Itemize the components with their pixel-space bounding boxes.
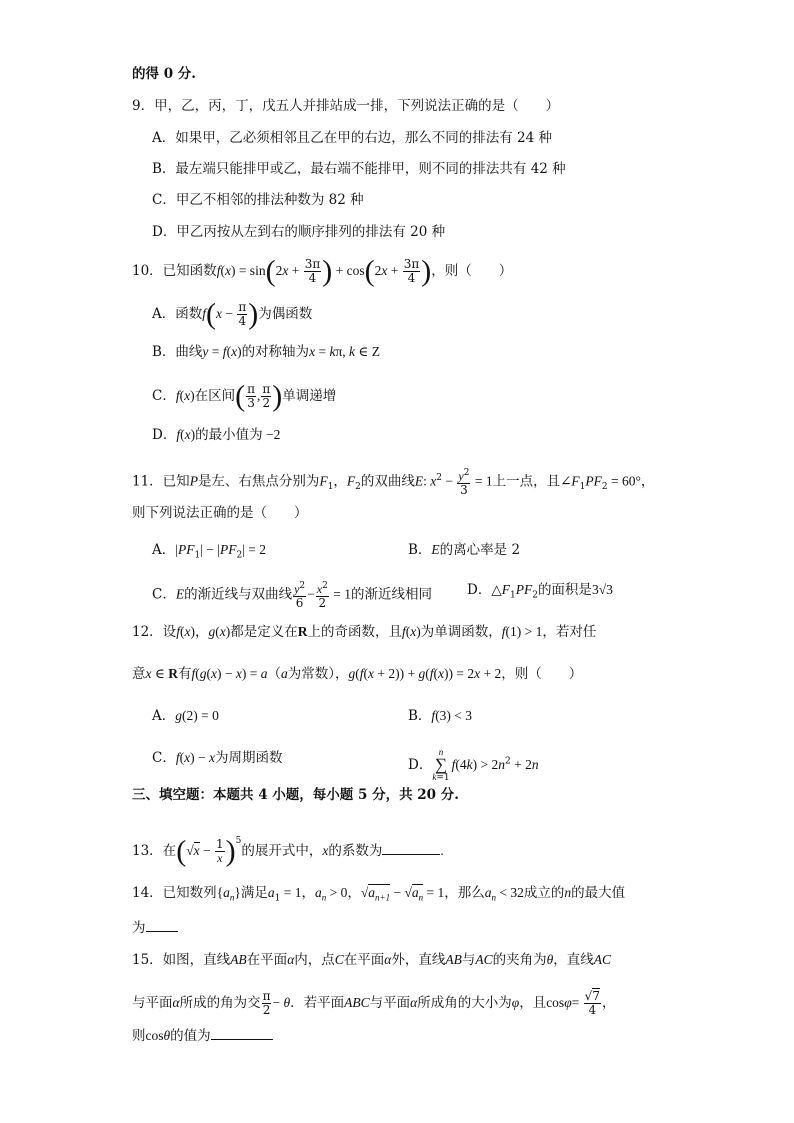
q15-line1: 15．如图，直线AB在平面α内，点C在平面α外，直线AB与AC的夹角为θ，直线AC bbox=[132, 952, 612, 968]
intro-text: 的得 0 分. bbox=[132, 66, 196, 82]
q11-option-b: B．E的离心率是 2 bbox=[408, 542, 521, 558]
q10-option-b: B．曲线y = f(x)的对称轴为x = kπ, k ∈ Z bbox=[152, 344, 381, 360]
q11-option-d: D．$\triangle F_1PF_2$的面积是3√3 bbox=[467, 582, 613, 601]
q14-line2 bbox=[132, 918, 178, 938]
q10-b-pre: B．曲线 bbox=[152, 344, 203, 360]
q13: 13．在(√x − $\frac{1}{x}$ )$^5$的展开式中，x的系数为 . bbox=[132, 834, 444, 868]
q11-p2: 的双曲线 bbox=[360, 473, 415, 490]
q11-num: 11．已知 bbox=[132, 473, 190, 490]
q13-pre: 13．在 bbox=[132, 843, 177, 859]
q11-stem: 11．已知P是左、右焦点分别为$F_1$，$F_2$的双曲线E: $x^2$ − $\frac{y^2}{3}$ = 1上一点，且$\angle F_1PF_2 = 60^\circ$， bbox=[132, 468, 655, 497]
q12-option-a: A．g(2) = 0 bbox=[152, 708, 219, 724]
q15-line3: 则cosθ的值为 bbox=[132, 1026, 273, 1046]
q12-option-d: D． n ∑ k=1 $f(4k) > 2n^2 + 2n$ bbox=[408, 747, 539, 783]
q12-c-post: 为周期函数 bbox=[214, 750, 283, 766]
q11-line2: 则下列说法正确的是（ ） bbox=[132, 505, 308, 521]
q15-line2: 与平面α所成的角为交 $\frac{\pi}{2}$ − θ．若平面ABC与平面α所成角的大小为φ，且cosφ= $\frac{√7}{4}$ ， bbox=[132, 989, 616, 1017]
q14-p4: 的最大值 bbox=[571, 885, 626, 901]
q11-b-post: 的离心率是 2 bbox=[439, 542, 521, 558]
q14-p1: 满足 bbox=[240, 885, 268, 901]
q15-l1f: 与 bbox=[461, 952, 476, 968]
q11-c-post: 的渐近线相同 bbox=[350, 586, 432, 603]
q11-p1: 是左、右焦点分别为 bbox=[197, 473, 320, 490]
q12-p4: ，若对任 bbox=[542, 624, 597, 640]
q10-stem: 10．已知函数f(x) = sin(2x + $\frac{3\pi}{4}$ ) + cos(2x + $\frac{3\pi}{4}$ )，则（ ） bbox=[132, 254, 513, 288]
q10-d-post: 的最小值为 bbox=[195, 427, 263, 443]
q14-p2: ，那么 bbox=[444, 885, 485, 901]
q15-l2f: ，且 bbox=[519, 995, 547, 1011]
q12-option-b: B．f(3) < 3 bbox=[408, 708, 473, 724]
q12-b-pre: B． bbox=[408, 708, 432, 724]
q12-num: 12．设 bbox=[132, 624, 177, 640]
q12-p1: 都是定义在 bbox=[230, 624, 298, 640]
q15-l2e: 所成角的大小为 bbox=[417, 995, 512, 1011]
q12-a-pre: A． bbox=[152, 708, 176, 724]
q10-c-pre: C． bbox=[152, 388, 176, 404]
q15-l3b: 的值为 bbox=[170, 1028, 211, 1044]
q15-l1c: 内，点 bbox=[294, 952, 335, 968]
q12-c-pre: C． bbox=[152, 750, 176, 766]
q9-option-a: A．如果甲，乙必须相邻且乙在甲的右边，那么不同的排法有 24 种 bbox=[152, 130, 553, 146]
q10-tail: ，则（ ） bbox=[431, 263, 513, 279]
q10-option-c: C．f(x)在区间( $\frac{\pi}{3}$ , $\frac{\pi}{2}$ )单调递增 bbox=[152, 379, 337, 413]
q9-option-b: B．最左端只能排甲或乙，最右端不能排甲，则不同的排法共有 42 种 bbox=[152, 161, 566, 177]
q13-mid: 的展开式中， bbox=[241, 843, 323, 859]
q14-answer-blank[interactable] bbox=[146, 918, 178, 932]
q15-l2d: 与平面 bbox=[369, 995, 411, 1011]
q11-a-pre: A． bbox=[152, 542, 176, 558]
q15-l2b: 所成的角为交 bbox=[179, 995, 261, 1011]
q15-l1d: 在平面 bbox=[343, 952, 385, 968]
q11-option-c: C．E的渐近线与双曲线 $\frac{y^2}{6}$ − $\frac{x^2}{2}$ = 1的渐近线相同 bbox=[152, 581, 432, 610]
q12-l2e: ，则（ ） bbox=[501, 666, 583, 682]
q12-p2: 上的奇函数，且 bbox=[307, 624, 402, 640]
q15-answer-blank[interactable] bbox=[211, 1026, 273, 1040]
q9-option-c: C．甲乙不相邻的排法种数为 82 种 bbox=[152, 192, 364, 208]
q15-l2c: ．若平面 bbox=[290, 995, 345, 1011]
q10-a-pre: A．函数 bbox=[152, 306, 203, 322]
q9-option-d: D．甲乙丙按从左到右的顺序排列的排法有 20 种 bbox=[152, 224, 446, 240]
q14-pre: 14．已知数列 bbox=[132, 885, 217, 901]
q14-p3: 成立的 bbox=[523, 885, 565, 901]
q15-l3a: 则 bbox=[132, 1028, 146, 1044]
q14: 14．已知数列$\{a_n\}$满足$a_1 = 1$，$a_n > 0$，$√a_{n+1} - √a_n = 1$，那么$a_n < 32$成立的n的最大值 bbox=[132, 885, 626, 904]
q10-c-mid: 在区间 bbox=[194, 388, 236, 404]
q15-l1h: ，直线 bbox=[553, 952, 594, 968]
q12-l2d: 为常数）， bbox=[287, 666, 349, 682]
q15-l2a: 与平面 bbox=[132, 995, 173, 1011]
q11-b-pre: B． bbox=[408, 542, 432, 558]
q12-p3: 为单调函数， bbox=[420, 624, 502, 640]
q12-line2: 意x ∈ R有f(g(x) − x) = a（a为常数），g(f(x + 2)) + g(f(x)) = 2x + 2，则（ ） bbox=[132, 666, 583, 682]
q11-d-post: 的面积是 bbox=[537, 582, 592, 598]
section-3-heading: 三、填空题：本题共 4 小题，每小题 5 分，共 20 分. bbox=[132, 787, 459, 803]
q11-p3: 上一点，且 bbox=[492, 473, 561, 490]
q10-option-a: A．函数f(x − $\frac{\pi}{4}$ )为偶函数 bbox=[152, 297, 313, 331]
q13-answer-blank[interactable] bbox=[382, 841, 440, 855]
q10-c-post: 单调递增 bbox=[282, 388, 337, 404]
q15-l1b: 在平面 bbox=[246, 952, 288, 968]
q15-l1a: 15．如图，直线 bbox=[132, 952, 231, 968]
q10-num: 10．已知函数 bbox=[132, 263, 217, 279]
q10-b-mid: 的对称轴为 bbox=[241, 344, 310, 360]
q12-l2a: 意 bbox=[132, 666, 146, 682]
q11-c-pre: C． bbox=[152, 586, 176, 603]
q11-option-a: A．$|PF_1| - |PF_2| = 2$ bbox=[152, 542, 267, 561]
q10-a-post: 为偶函数 bbox=[258, 306, 313, 322]
q15-l1e: 外，直线 bbox=[391, 952, 446, 968]
q12-option-c: C．f(x) − x为周期函数 bbox=[152, 750, 283, 766]
q12-l2b: 有 bbox=[178, 666, 192, 682]
q10-option-d: D．f(x)的最小值为 −2 bbox=[152, 427, 281, 443]
q9-stem: 9．甲，乙，丙，丁，戊五人并排站成一排，下列说法正确的是（ ） bbox=[132, 98, 560, 114]
q11-d-pre: D． bbox=[467, 582, 492, 598]
q12-stem: 12．设f(x)，g(x)都是定义在R上的奇函数，且f(x)为单调函数，f(1) > 1，若对任 bbox=[132, 624, 597, 640]
q15-l1g: 的夹角为 bbox=[492, 952, 547, 968]
q14-line2-text: 为 bbox=[132, 920, 146, 936]
q13-post: 的系数为 bbox=[328, 843, 383, 859]
q10-d-pre: D． bbox=[152, 427, 177, 443]
q11-c-mid: 的渐近线与双曲线 bbox=[184, 586, 293, 603]
q12-l2c: （ bbox=[267, 666, 281, 682]
q12-d-pre: D． bbox=[408, 757, 433, 773]
